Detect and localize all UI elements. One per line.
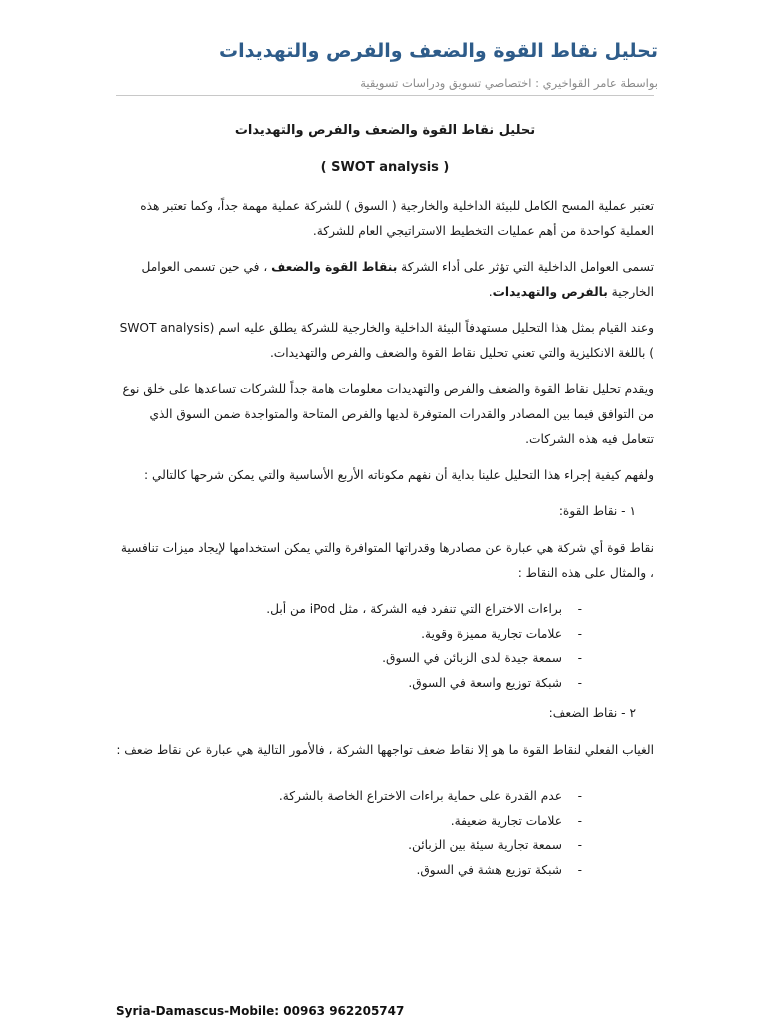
- section-heading-weaknesses: ٢ - نقاط الضعف:: [548, 706, 636, 720]
- list-item-text: عدم القدرة على حماية براءات الاختراع الخاصة بالشركة.: [278, 789, 562, 803]
- paragraph-strengths-intro: نقاط قوة أي شركة هي عبارة عن مصادرها وقدراتها المتوافرة والتي يمكن استخدامها لإيجاد ميزات تنافسية ، والمثال على هذه النقاط :: [120, 541, 654, 580]
- spacer: [116, 774, 654, 784]
- strengths-weaknesses-term: بنقاط القوة والضعف: [271, 260, 398, 274]
- footer-contact: Syria-Damascus-Mobile: 00963 962205747: [116, 1004, 405, 1018]
- opportunities-threats-term: بالفرص والتهديدات: [492, 285, 608, 299]
- document-body: [116, 118, 654, 888]
- bullet-marker: -: [577, 838, 582, 852]
- list-item: [116, 809, 654, 834]
- list-item-text: سمعة تجارية سيئة بين الزبائن.: [408, 838, 562, 852]
- paragraph-swot-benefit: ويقدم تحليل نقاط القوة والضعف والفرص والتهديدات معلومات هامة جداً للشركات تساعدها على خلق نوع من التوافق فيما بين المصادر والقدرات المتوفرة لديها والفرص المتاحة والمتواجدة ضمن السوق الذي تتعامل فيه هذه الشركات.: [122, 382, 654, 446]
- bullet-marker: -: [577, 675, 582, 690]
- bullet-marker: -: [577, 862, 582, 877]
- list-item: [116, 833, 654, 858]
- paragraph-intro: تعتبر عملية المسح الكامل للبيئة الداخلية والخارجية ( السوق ) للشركة عملية مهمة جداً، وكما تعتبر هذه العملية كواحدة من أهم عمليات التخطيط الاستراتيجي العام للشركة.: [140, 199, 654, 238]
- list-item-text: شبكة توزيع هشة في السوق.: [416, 862, 562, 877]
- list-item: [116, 671, 654, 696]
- bullet-marker: -: [577, 602, 582, 616]
- list-item-text: شبكة توزيع واسعة في السوق.: [408, 675, 562, 690]
- weaknesses-list: [116, 784, 654, 882]
- list-item-text: براءات الاختراع التي تنفرد فيه الشركة ، مثل iPod من أبل.: [266, 602, 562, 616]
- header-divider: [116, 95, 654, 96]
- paragraph-components: ولفهم كيفية إجراء هذا التحليل علينا بداية أن نفهم مكوناته الأربع الأساسية والتي يمكن شرحها كالتالي :: [143, 468, 654, 482]
- list-item: [116, 622, 654, 647]
- bullet-marker: -: [577, 626, 582, 641]
- paragraph-swot-definition: وعند القيام بمثل هذا التحليل مستهدفاً البيئة الداخلية والخارجية للشركة يطلق عليه اسم (SWOT analysis ) باللغة الانكليزية والتي تعني تحليل نقاط القوة والضعف والفرص والتهديدات.: [119, 321, 654, 360]
- section-heading-strengths: ١ - نقاط القوة:: [558, 504, 636, 518]
- bullet-marker: -: [577, 651, 582, 665]
- bullet-marker: -: [577, 813, 582, 828]
- bullet-marker: -: [577, 789, 582, 803]
- strengths-list: [116, 597, 654, 695]
- paragraph-factors-part: .: [488, 285, 493, 299]
- list-item-text: علامات تجارية ضعيفة.: [450, 813, 562, 828]
- header-byline: بواسطة عامر القواخيري : اختصاصي تسويق ودراسات تسويقية: [360, 76, 658, 90]
- list-item: [116, 597, 654, 622]
- list-item-text: علامات تجارية مميزة وقوية.: [421, 626, 562, 641]
- list-item: [116, 784, 654, 809]
- doc-title: تحليل نقاط القوة والضعف والفرص والتهديدات: [234, 123, 536, 138]
- list-item-text: سمعة جيدة لدى الزبائن في السوق.: [382, 651, 562, 665]
- header-title: تحليل نقاط القوة والضعف والفرص والتهديدات: [219, 40, 658, 62]
- paragraph-factors: [116, 255, 654, 305]
- doc-subtitle: ( SWOT analysis ): [320, 160, 450, 175]
- paragraph-weaknesses-intro: الغياب الفعلي لنقاط القوة ما هو إلا نقاط ضعف تواجهها الشركة ، فالأمور التالية هي عبارة عن نقاط ضعف :: [116, 743, 654, 757]
- paragraph-factors-part: ، في حين تسمى العوامل الخارجية: [141, 260, 654, 299]
- list-item: [116, 646, 654, 671]
- list-item: [116, 858, 654, 883]
- paragraph-factors-part: تسمى العوامل الداخلية التي تؤثر على أداء الشركة: [397, 260, 654, 274]
